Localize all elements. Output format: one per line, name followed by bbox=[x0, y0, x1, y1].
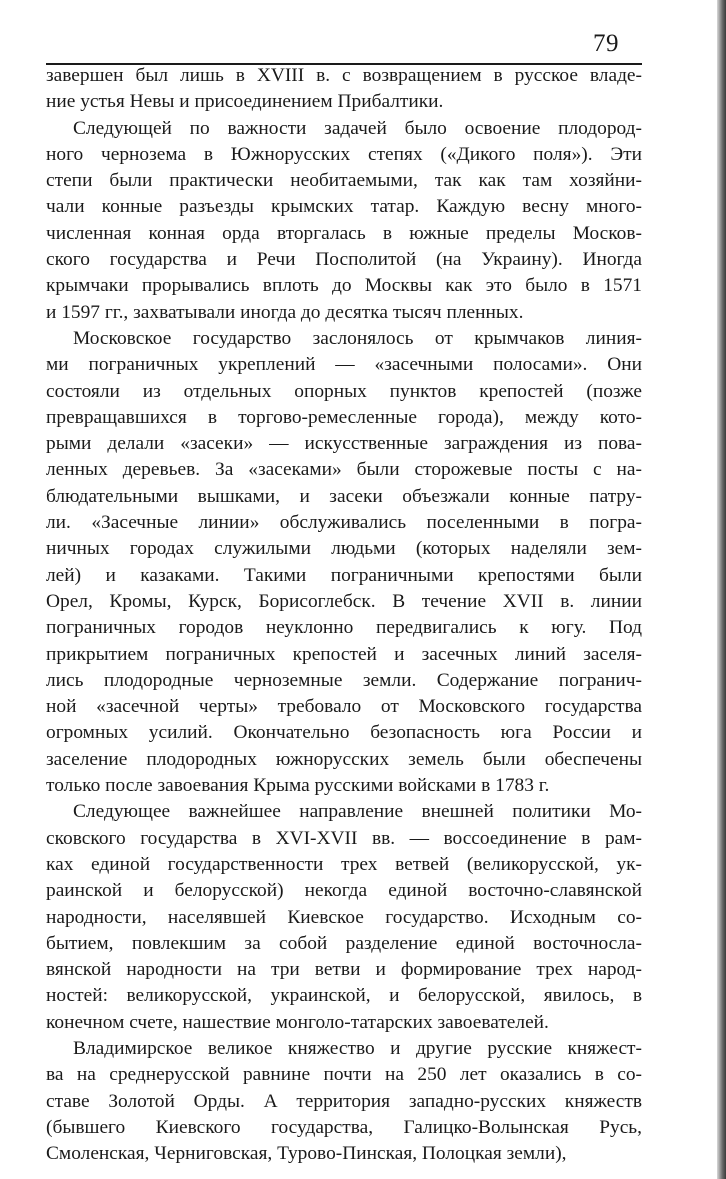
text-line: ничных городах служилыми людьми (которых наделяли зем- bbox=[46, 538, 642, 560]
text-line: превращавшихся в торгово-ремесленные города), между кото- bbox=[46, 406, 642, 428]
text-line: лись плодородные черноземные земли. Содержание погранич- bbox=[46, 669, 642, 691]
text-line: ностей: великорусской, украинской, и белорусской, явилось, в bbox=[46, 985, 642, 1007]
text-line: лей) и казаками. Такими пограничными крепостями были bbox=[46, 564, 642, 586]
text-line: и 1597 гг., захватывали иногда до десятка тысяч пленных. bbox=[46, 301, 524, 323]
page-number: 79 bbox=[593, 30, 619, 57]
text-line: конечном счете, нашествие монголо-татарских завоевателей. bbox=[46, 1011, 549, 1033]
text-line: Орел, Кромы, Курск, Борисоглебск. В течение XVII в. линии bbox=[46, 590, 642, 612]
text-line: ского государства и Речи Посполитой (на Украину). Иногда bbox=[46, 249, 642, 271]
text-line: ва на среднерусской равнине почти на 250 лет оказались в со- bbox=[46, 1064, 642, 1086]
text-line: чали конные разъезды крымских татар. Каждую весну много- bbox=[46, 196, 642, 218]
text-line: блюдательными вышками, и засеки объезжали конные патру- bbox=[46, 485, 642, 507]
paragraph bbox=[46, 116, 642, 326]
text-line: крымчаки прорывались вплоть до Москвы как это было в 1571 bbox=[46, 275, 642, 297]
text-line: ние устья Невы и присоединением Прибалтики. bbox=[46, 91, 444, 113]
paragraph bbox=[46, 63, 642, 116]
paragraph bbox=[46, 799, 642, 1036]
text-line: только после завоевания Крыма русскими войсками в 1783 г. bbox=[46, 775, 550, 797]
text-line: прикрытием пограничных крепостей и засечных линий заселя- bbox=[46, 643, 642, 665]
text-line: численная конная орда вторгалась в южные пределы Москов- bbox=[46, 222, 642, 244]
text-line: ной «засечной черты» требовало от Московского государства bbox=[46, 696, 642, 718]
text-line: Смоленская, Черниговская, Турово-Пинская, Полоцкая земли), bbox=[46, 1143, 567, 1165]
text-line: (бывшего Киевского государства, Галицко-Волынская Русь, bbox=[46, 1116, 642, 1138]
text-line: народности, населявшей Киевское государство. Исходным со- bbox=[46, 906, 642, 928]
body-text bbox=[46, 63, 642, 1167]
text-line: бытием, повлекшим за собой разделение единой восточносла- bbox=[46, 932, 642, 954]
text-line: Следующее важнейшее направление внешней политики Мо- bbox=[73, 801, 642, 823]
text-line: ленных деревьев. За «засеками» были сторожевые посты с на- bbox=[46, 459, 642, 481]
text-line: заселение плодородных южнорусских земель были обеспечены bbox=[46, 748, 642, 770]
text-line: Владимирское великое княжество и другие русские княжест- bbox=[73, 1037, 642, 1059]
text-line: ми пограничных укреплений — «засечными полосами». Они bbox=[46, 354, 642, 376]
text-line: сковского государства в XVI-XVII вв. — воссоединение в рам- bbox=[46, 827, 642, 849]
text-line: ставе Золотой Орды. А территория западно-русских княжеств bbox=[46, 1090, 642, 1112]
text-line: вянской народности на три ветви и формирование трех народ- bbox=[46, 959, 642, 981]
text-line: рыми делали «засеки» — искусственные заграждения из пова- bbox=[46, 433, 642, 455]
paragraph bbox=[46, 326, 642, 799]
text-line: Московское государство заслонялось от крымчаков линия- bbox=[73, 327, 642, 349]
text-line: ли. «Засечные линии» обслуживались поселенными в погра- bbox=[46, 512, 642, 534]
text-line: ках единой государственности трех ветвей (великорусской, ук- bbox=[46, 853, 642, 875]
scan-edge-shadow bbox=[717, 0, 726, 1179]
text-line: ного чернозема в Южнорусских степях («Дикого поля»). Эти bbox=[46, 143, 642, 165]
paragraph bbox=[46, 1036, 642, 1167]
text-line: степи были практически необитаемыми, так как там хозяйни- bbox=[46, 170, 642, 192]
text-line: состояли из отдельных опорных пунктов крепостей (позже bbox=[46, 380, 642, 402]
text-line: пограничных городов неуклонно передвигались к югу. Под bbox=[46, 617, 642, 639]
text-line: Следующей по важности задачей было освоение плодород- bbox=[73, 117, 642, 139]
text-line: огромных усилий. Окончательно безопасность юга России и bbox=[46, 722, 642, 744]
text-line: завершен был лишь в XVIII в. с возвращением в русское владе- bbox=[46, 65, 642, 86]
text-line: раинской и белорусской) некогда единой восточно-славянской bbox=[46, 880, 642, 902]
